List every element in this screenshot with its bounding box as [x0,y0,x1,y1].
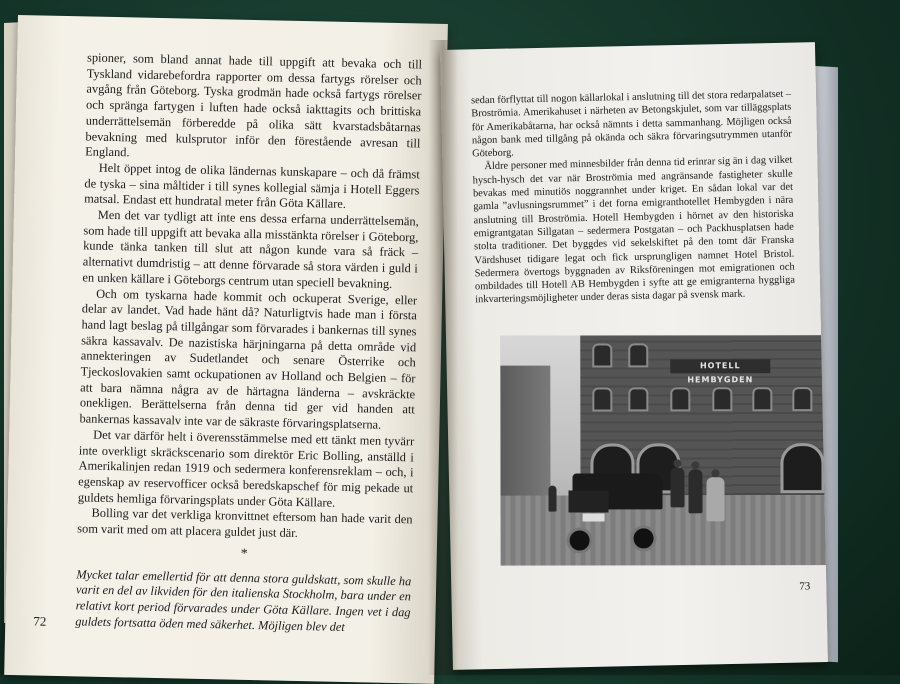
right-paragraph-2: Äldre personer med minnesbilder från denna tid erinrar sig än i dag vilket hysch-hysch det var när Broströmia med angränsande fastigheter skulle bevakas med minutiös noggrannhet under kriget. En sådan lokal var det gamla ”avlusningsrummet” i det forna emigranthotellet Hembygden i nära anslutning till Broströmia. Hotell Hembygden i hörnet av den historiska emigrantgatan Sillgatan – sedermera Postgatan – och Packhusplatsen hade stolta traditioner. Det byggdes vid sekelskiftet på den tomt där Franska Värdshuset tidigare legat och fick ursprungligen namnet Hotel Bristol. Sedermera övertogs byggnaden av Riksföreningen mot emigrationen och ombildades till Hotell AB Hembygden i syfte att ge emigranterna hyggliga inkvarteringsmöjligheter under deras sista dagar på svensk mark. [472,155,796,306]
right-page-number: 73 [799,580,811,593]
right-page [440,42,828,670]
left-paragraph-4: Och om tyskarna hade kommit och ockuperat Sverige, eller delar av landet. Vad hade hänt då? Naturligtvis hade man i första hand lagt beslag på tillgångar som förvarades i bankernas till synes säkra kassavalv. De nazistiska härjningarna på detta område vid annekteringen av Sudetlandet och senare Österrike och Tjeckoslovakien samt ockupationen av Holland och Belgien – för att bara nämna några av de härtagna länderna – avskräckte onekligen. Berättelserna från denna tid ger vid handen att bankernas kassavalv inte var de säkraste förvaringsplatserna. [79,286,418,432]
photo-window [628,343,648,367]
left-paragraph-2: Helt öppet intog de olika ländernas kunskapare – och då främst de tyska – sina måltider i till synes kollegial sämja i Hotell Eggers matsal. Endast ett hundratal meter från Göta Källare. [84,160,420,212]
hotel-hembygden-photo [500,335,828,566]
photo-window [592,343,612,367]
photo-window [712,387,732,411]
photo-window [592,387,612,411]
photo-pedestrian [548,486,556,512]
photo-person-head [711,469,719,477]
photo-arched-door [780,443,824,493]
photo-car-hood [569,490,609,512]
photo-window [792,387,812,411]
photo-person-head [691,461,699,469]
left-paragraph-3: Men det var tydligt att inte ens dessa erfarna underrättelsemän, som hade till uppgift att bevaka alla misstänkta rörelser i Göteborg, kunde tänka tanken till slut att någon kunde vara så fräck – alternativt dumdristig – att denne förvarade så stora värden i guld i en unken källare i Göteborgs centrum utan speciell bevakning. [82,207,419,291]
photo-license-plate [583,513,605,521]
section-separator: * [240,546,248,562]
photo-person [670,467,684,507]
photo-person [688,469,702,513]
left-page-number: 72 [33,613,47,629]
left-italic-paragraph: Mycket talar emellertid för att denna stora guldskatt, som skulle ha varit en del av likviden för den italienska Stockholm, bara under en relativt kort period förvarades under Göta Källare. Ingen vet i dag guldets fortsatta öden med säkerhet. Möjligen blev det [75,566,412,634]
photo-window [670,387,690,411]
left-paragraph-5: Det var därför helt i överensstämmelse med ett tänkt men tyvärr inte overkligt skräckscenario som direktör Eric Bolling, anställd i Amerikalinjen redan 1919 och sedermera konferensreklam – och, i egenskap av reservofficer också beredskapschef för mig pekade ut guldets hemliga förvaringsplats under Göta Källare. [77,427,415,510]
photo-man-in-light-coat [706,477,724,521]
photo-left-building [500,366,550,516]
photo-car-wheel [631,525,657,551]
left-page-text [75,50,422,636]
left-paragraph-1: spioner, som bland annat hade till uppgift att bevaka och till Tyskland vidarebefordra rapporter om dessa fartygs rörelser och avgång från Göteborg. Tyska grodmän hade också fartygs rörelser och spränga fartygen i luften hade också iakttagits och brittiska underrättelsemän förberedde på olika sätt kvarstadsbåtarnas bevakning med kulsprutor inför den förestående avresan till England. [85,50,423,160]
photo-person-head [673,459,681,467]
hotel-sign: HOTELL HEMBYGDEN [670,359,770,373]
photo-window [628,387,648,411]
photo-car-wheel [567,527,593,553]
right-paragraph-1: sedan förflyttat till nogon källarlokal i anslutning till det stora redarpalatset – Broströmia. Amerikahuset i närheten av Betongskjulet, som var tilläggsplats för Amerikabåtarna, har också nämnts i detta sammanhang. Möjligen också någon bank med tillgång på okända och säkra förvaringsutrymmen utanför Göteborg. [470,88,792,160]
right-page-text [471,88,795,307]
photo-window [752,387,772,411]
book-gutter-shadow [428,40,458,675]
left-paragraph-6: Bolling var det verkliga kronvittnet eftersom han hade varit den som varit med om att placera guldet just där. [77,506,413,541]
left-page [4,15,448,684]
